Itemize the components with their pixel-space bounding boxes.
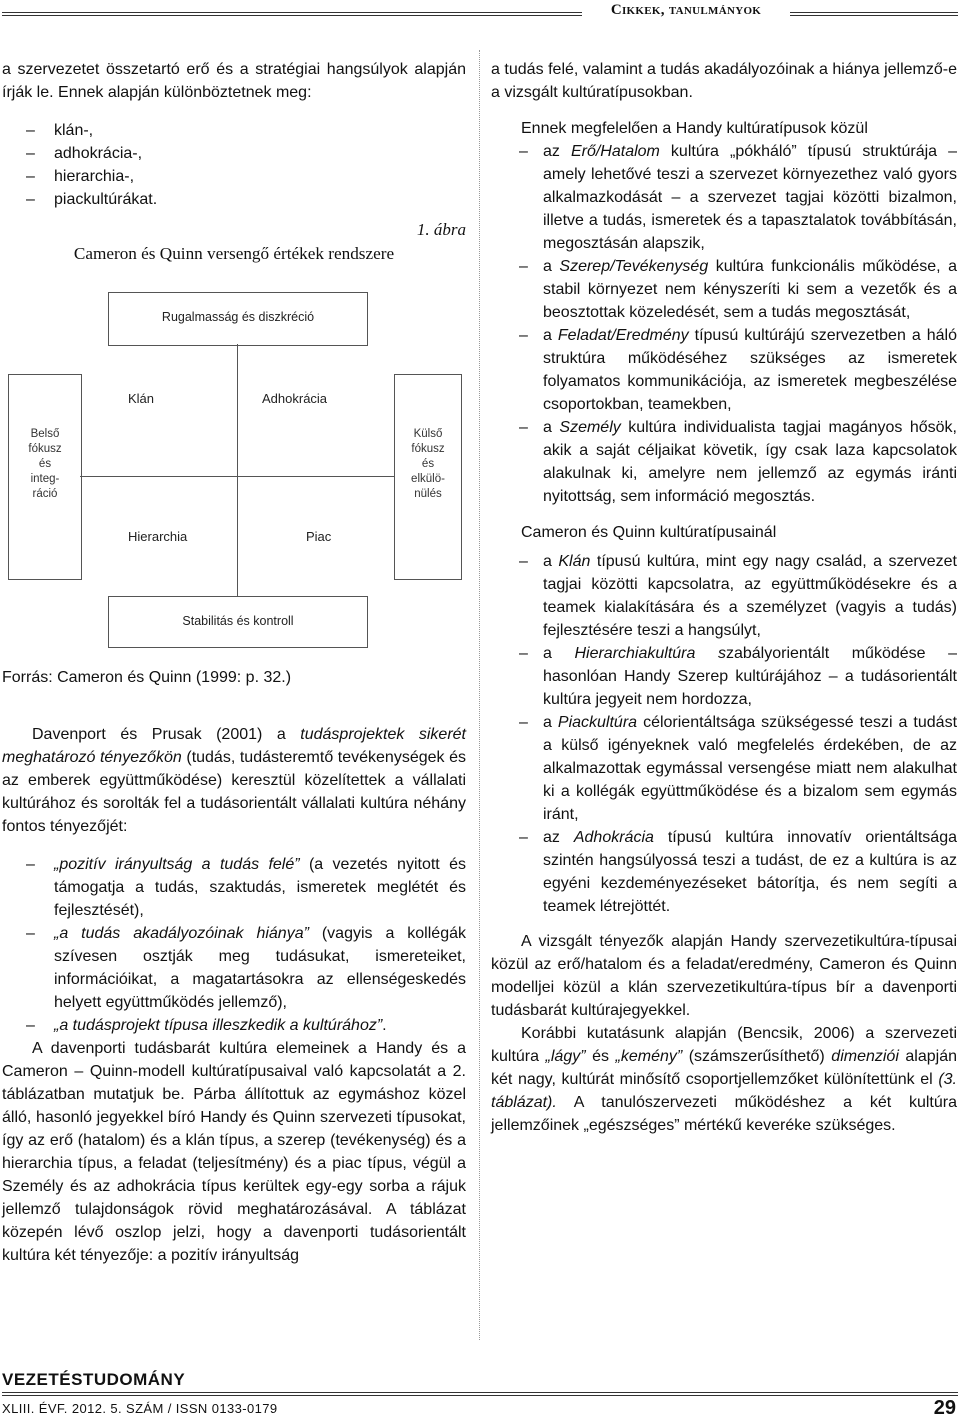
quadrant-hierarchy: Hierarchia <box>128 529 188 544</box>
right-box <box>394 374 462 580</box>
quadrant-clan: Klán <box>128 391 155 406</box>
bottom-axis-label: Stabilitás és kontroll <box>182 614 294 628</box>
left-column-top <box>2 58 466 211</box>
list-item: – a Szerep/Tevékenység kultúra funkcionális működése, a stabil környezet nem kényszeríti ki sem a vezetők és a beosztottak közeledését, sem a tudás megosztását, <box>491 255 957 324</box>
list-item: – klán-, <box>2 119 466 142</box>
right-axis-label: Külső fókusz és elkülö- nülés <box>411 428 445 500</box>
list-item: – az Erő/Hatalom kultúra „pókháló” típusú struktúrája – amely lehetővé teszi a szervezet környezethez való gyors alkalmazkodását – a szervezet tagjai közötti bizalmon, illetve a tudás, ismeretek és a tapasztalatok továbbításán, megosztásán alapszik, <box>491 140 957 255</box>
top-axis-label: Rugalmasság és diszkréció <box>161 310 315 324</box>
list-item: – hierarchia-, <box>2 165 466 188</box>
left-paragraph-2: Davenport és Prusak (2001) a tudásprojektek sikerét meghatározó tényezőkön (tudás, tudásteremtő tevékenységek és az emberek együttműködése) keresztül közelítettek a vállalati kultúrához és sorolták fel a tudásorientált vállalati kultúra néhány fontos tényezőjét: <box>2 726 466 835</box>
top-box <box>108 292 368 346</box>
list-item: – „a tudás akadályozóinak hiánya” (vagyis a kollégák szívesen osztják meg tudásukat, ismereteiket, információikat, a magatartásokra az ellenségeskedés helyett együttműködés jellemző), <box>2 922 466 1014</box>
horizontal-axis-line <box>80 476 394 477</box>
list-item: – piackultúrákat. <box>2 188 466 211</box>
list-item: – a Személy kultúra individualista tagjai magányos hősök, akik a saját céljaikat követik, így csak laza kapcsolatok alakulnak ki, amelyre nem jellemző az egymás iránti nyitottság, sem információ megosztás. <box>491 416 957 508</box>
right-paragraph-1: a tudás felé, valamint a tudás akadályozóinak a hiánya jellemző-e a vizsgált kultúratípusokban. <box>491 61 957 101</box>
right-column <box>491 58 957 1137</box>
list-item: – „a tudásprojekt típusa illeszkedik a kultúrához”. <box>2 1014 466 1037</box>
competing-values-diagram <box>8 292 462 648</box>
cameron-quinn-list <box>491 550 957 918</box>
footer-rule <box>2 1392 958 1396</box>
right-paragraph-2: Ennek megfelelően a Handy kultúratípusok közül <box>521 120 868 137</box>
list-item: – a Feladat/Eredmény típusú kultúrájú szervezetben a háló struktúra működéséhez szükséges az ismeretek folyamatos kommunikációja, az ismeretek megbeszélése csoportokban, teamekben, <box>491 324 957 416</box>
list-item: – a Hierarchiakultúra szabályorientált működése – hasonlóan Handy Szerep kultúrájához – a tudásorientált kultúra jegyeit nem hordozza, <box>491 642 957 711</box>
vertical-axis-line <box>237 344 238 596</box>
davenport-factor-list <box>2 853 466 1037</box>
left-paragraph-3: A davenporti tudásbarát kultúra elemeinek a Handy és a Cameron – Quinn-modell kultúratípusaival való kapcsolatát a 2. táblázatban mutatjuk be. Párba állítottuk az egymáshoz közel álló, hasonló jegyekkel bíró Handy és Quinn szervezeti típusokat, így az erő (hatalom) és a klán típus, a szerep (tevékenység) és a hierarchia típus, a feladat (teljesítmény) és a piac típus, végül a Személy és az adhokrácia típus kerültek egy-egy sorba a rájuk jellemző tulajdonságok rövid meghatározásával. A táblázat közepén lévő oszlop jelzi, hogy a davenporti tudásorientált kultúra két tényezője: a pozitív irányultság <box>2 1040 466 1264</box>
figure-number: 1. ábra <box>416 220 466 239</box>
right-paragraph-5: Korábbi kutatásunk alapján (Bencsik, 2006) a szervezeti kultúra „lágy” és „kemény” (számszerűsíthető) dimenziói alapján két nagy, kultúrát minősítő csoportjellemzőket különítettünk el (3. táblázat). A tanulószervezeti működéshez a két kultúra jellemzőinek „egészséges” mértékű keveréke szükséges. <box>491 1025 958 1134</box>
list-item: – a Piackultúra célorientáltsága szükségessé teszi a tudást a külső igényeknek való megfelelés érdekében, de az alkalmazottak egymással versengése miatt nem alakulhat ki a kollégák együttműködése és a bizalom sem egymás iránt, <box>491 711 957 826</box>
figure-source: Forrás: Cameron és Quinn (1999: p. 32.) <box>2 669 292 686</box>
column-divider <box>479 50 480 1340</box>
culture-type-list <box>2 119 466 211</box>
left-paragraph-1: a szervezetet összetartó erő és a stratégiai hangsúlyok alapján írják le. Ennek alapján különböztetnek meg: <box>2 61 466 101</box>
quadrant-market: Piac <box>306 529 332 544</box>
left-box <box>8 374 82 580</box>
list-item: – adhokrácia-, <box>2 142 466 165</box>
left-column-body <box>2 723 466 1267</box>
section-title: Cikkek, tanulmányok <box>610 2 762 18</box>
page-number: 29 <box>933 1397 956 1419</box>
header-rule-right <box>790 12 958 16</box>
right-paragraph-3: Cameron és Quinn kultúratípusainál <box>521 524 777 541</box>
issue-info: XLIII. ÉVF. 2012. 5. SZÁM / ISSN 0133-0179 <box>2 1401 278 1416</box>
header-rule-left <box>2 12 582 16</box>
journal-name: VEZETÉSTUDOMÁNY <box>2 1370 186 1389</box>
list-item: – az Adhokrácia típusú kultúra innovatív orientáltsága szintén hangsúlyossá teszi a tudást, de ez a kultúra is az egyéni kezdeményezéseket bátorítja, és nem segíti a teamek létrejöttét. <box>491 826 957 918</box>
quadrant-adhocracy: Adhokrácia <box>262 391 328 406</box>
bottom-box <box>108 596 368 648</box>
list-item: – „pozitív irányultság a tudás felé” (a vezetés nyitott és támogatja a tudás, szaktudás, ismeretek meglétét és fejlesztését), <box>2 853 466 922</box>
handy-culture-list <box>491 140 957 508</box>
right-paragraph-4: A vizsgált tényezők alapján Handy szervezetikultúra-típusai közül az erő/hatalom és a feladat/eredmény, Cameron és Quinn modelljei közül a klán szervezetikultúra-típus bír a davenporti tudásbarát kultúrajegyekkel. <box>491 933 957 1019</box>
left-axis-label: Belső fókusz és integ- ráció <box>28 428 62 500</box>
figure-title: Cameron és Quinn versengő értékek rendszere <box>73 244 395 263</box>
list-item: – a Klán típusú kultúra, mint egy nagy család, a szervezet tagjai közötti kapcsolatra, az együttműködésekre és a teamek kialakítására és a személyzet (vagyis a tudás) fejlesztésére teszi a hangsúlyt, <box>491 550 957 642</box>
